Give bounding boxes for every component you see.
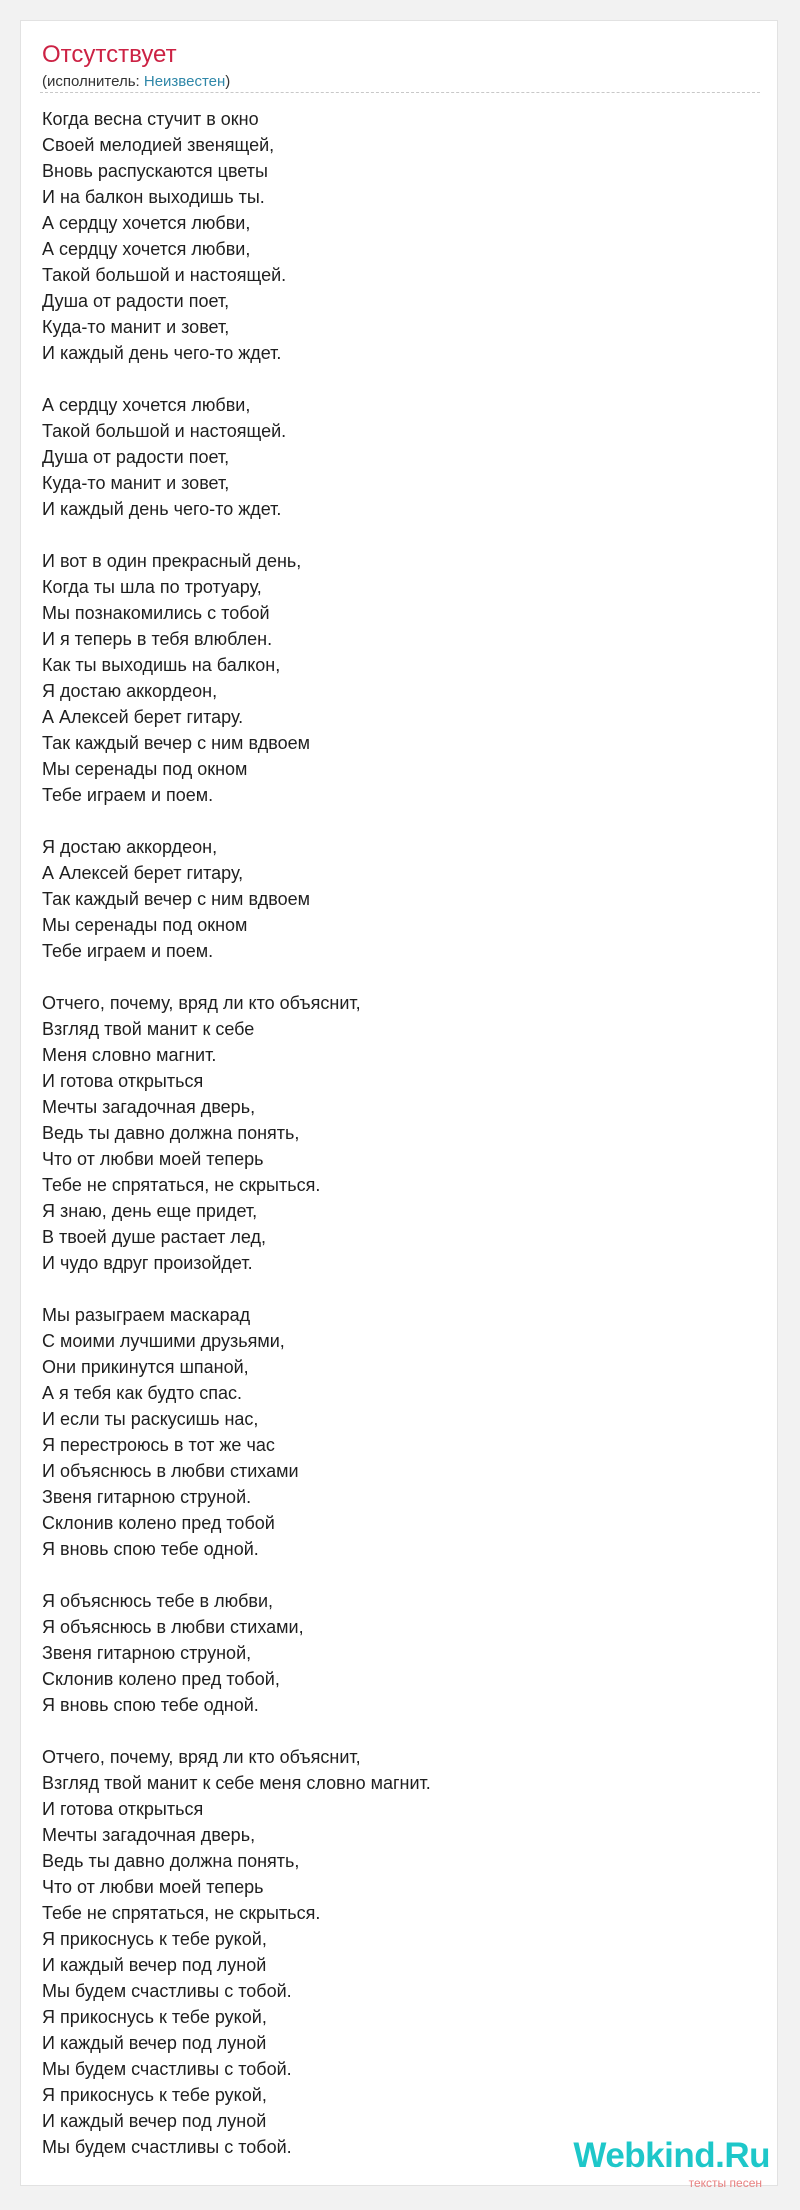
lyric-line: Звеня гитарною струной. — [42, 1487, 252, 1507]
lyric-line: Тебе играем и поем. — [42, 941, 214, 961]
lyric-line: И каждый вечер под луной — [42, 1955, 267, 1975]
lyric-line: Мы будем счастливы с тобой. — [42, 2137, 292, 2157]
lyric-line: Когда весна стучит в окно — [42, 109, 259, 129]
lyric-line: А я тебя как будто спас. — [42, 1383, 243, 1403]
header-divider — [40, 92, 760, 93]
lyric-line: А Алексей берет гитару, — [42, 863, 244, 883]
lyric-line: Склонив колено пред тобой — [42, 1513, 275, 1533]
lyric-line: Душа от радости поет, — [42, 291, 230, 311]
lyric-line: Мы будем счастливы с тобой. — [42, 1981, 292, 2001]
lyric-line: И каждый вечер под луной — [42, 2111, 267, 2131]
lyric-line: А сердцу хочется любви, — [42, 213, 251, 233]
lyric-line: Такой большой и настоящей. — [42, 421, 287, 441]
artist-suffix: ) — [225, 73, 231, 90]
lyric-line: Что от любви моей теперь — [42, 1877, 264, 1897]
site-logo-tagline: тексты песен — [688, 2176, 762, 2190]
lyric-line: Своей мелодией звенящей, — [42, 135, 275, 155]
lyric-line: Я прикоснусь к тебе рукой, — [42, 1929, 267, 1949]
lyric-line: В твоей душе растает лед, — [42, 1227, 266, 1247]
lyric-line: Я вновь спою тебе одной. — [42, 1539, 259, 1559]
lyric-line: И я теперь в тебя влюблен. — [42, 629, 273, 649]
lyric-line: Я объяснюсь тебе в любви, — [42, 1591, 274, 1611]
lyrics-stanza — [42, 834, 742, 964]
lyrics-stanza — [42, 1588, 742, 1718]
lyric-line: Я знаю, день еще придет, — [42, 1201, 258, 1221]
lyric-line: Я прикоснусь к тебе рукой, — [42, 2007, 267, 2027]
lyric-line: Тебе не спрятаться, не скрыться. — [42, 1903, 321, 1923]
lyrics-stanza — [42, 392, 742, 522]
lyric-line: Куда-то манит и зовет, — [42, 317, 230, 337]
lyric-line: И готова открыться — [42, 1799, 204, 1819]
lyric-line: И каждый день чего-то ждет. — [42, 343, 282, 363]
lyric-line: И чудо вдруг произойдет. — [42, 1253, 253, 1273]
lyric-line: Так каждый вечер с ним вдвоем — [42, 733, 311, 753]
lyrics-stanza — [42, 1744, 742, 2160]
lyric-line: Мы серенады под окном — [42, 759, 248, 779]
lyric-line: Взгляд твой манит к себе меня словно магнит. — [42, 1773, 431, 1793]
lyric-line: И на балкон выходишь ты. — [42, 187, 265, 207]
lyrics-stanza — [42, 1302, 742, 1562]
lyric-line: Я достаю аккордеон, — [42, 837, 218, 857]
lyric-line: Взгляд твой манит к себе — [42, 1019, 255, 1039]
artist-link[interactable]: Неизвестен — [143, 73, 226, 90]
site-logo[interactable] — [573, 2136, 770, 2192]
lyric-line: А сердцу хочется любви, — [42, 239, 251, 259]
lyric-line: Мы будем счастливы с тобой. — [42, 2059, 292, 2079]
lyric-line: Я перестроюсь в тот же час — [42, 1435, 275, 1455]
lyric-line: Мечты загадочная дверь, — [42, 1097, 256, 1117]
lyric-line: И каждый вечер под луной — [42, 2033, 267, 2053]
artist-line — [42, 72, 230, 92]
lyric-line: Тебе не спрятаться, не скрыться. — [42, 1175, 321, 1195]
lyrics-body — [42, 106, 742, 2186]
artist-prefix: (исполнитель: — [42, 73, 144, 90]
lyric-line: Ведь ты давно должна понять, — [42, 1123, 300, 1143]
lyric-line: И каждый день чего-то ждет. — [42, 499, 282, 519]
lyrics-stanza — [42, 106, 742, 366]
lyric-line: Когда ты шла по тротуару, — [42, 577, 262, 597]
lyric-line: Я прикоснусь к тебе рукой, — [42, 2085, 267, 2105]
lyric-line: А Алексей берет гитару. — [42, 707, 244, 727]
lyric-line: И если ты раскусишь нас, — [42, 1409, 259, 1429]
lyric-line: Ведь ты давно должна понять, — [42, 1851, 300, 1871]
lyric-line: И вот в один прекрасный день, — [42, 551, 302, 571]
lyric-line: Как ты выходишь на балкон, — [42, 655, 281, 675]
lyric-line: Отчего, почему, вряд ли кто объяснит, — [42, 1747, 361, 1767]
lyric-line: Мы серенады под окном — [42, 915, 248, 935]
lyric-line: Такой большой и настоящей. — [42, 265, 287, 285]
song-title: Отсутствует — [42, 41, 177, 68]
lyric-line: Я достаю аккордеон, — [42, 681, 218, 701]
lyric-line: Я вновь спою тебе одной. — [42, 1695, 259, 1715]
lyric-line: Склонив колено пред тобой, — [42, 1669, 280, 1689]
lyric-line: Душа от радости поет, — [42, 447, 230, 467]
lyrics-stanza — [42, 548, 742, 808]
lyric-line: И объяснюсь в любви стихами — [42, 1461, 299, 1481]
lyrics-stanza — [42, 990, 742, 1276]
lyric-line: Куда-то манит и зовет, — [42, 473, 230, 493]
lyric-line: Мы познакомились с тобой — [42, 603, 270, 623]
lyric-line: Отчего, почему, вряд ли кто объяснит, — [42, 993, 361, 1013]
lyric-line: Вновь распускаются цветы — [42, 161, 268, 181]
lyric-line: Они прикинутся шпаной, — [42, 1357, 249, 1377]
lyric-line: Мы разыграем маскарад — [42, 1305, 251, 1325]
lyric-line: Мечты загадочная дверь, — [42, 1825, 256, 1845]
lyric-line: Я объяснюсь в любви стихами, — [42, 1617, 304, 1637]
site-logo-name: Webkind.Ru — [573, 2136, 770, 2175]
lyric-line: Меня словно магнит. — [42, 1045, 217, 1065]
lyric-line: Тебе играем и поем. — [42, 785, 214, 805]
lyric-line: Что от любви моей теперь — [42, 1149, 264, 1169]
lyric-line: Звеня гитарною струной, — [42, 1643, 252, 1663]
lyric-line: И готова открыться — [42, 1071, 204, 1091]
lyric-line: А сердцу хочется любви, — [42, 395, 251, 415]
lyric-line: С моими лучшими друзьями, — [42, 1331, 285, 1351]
lyric-line: Так каждый вечер с ним вдвоем — [42, 889, 311, 909]
